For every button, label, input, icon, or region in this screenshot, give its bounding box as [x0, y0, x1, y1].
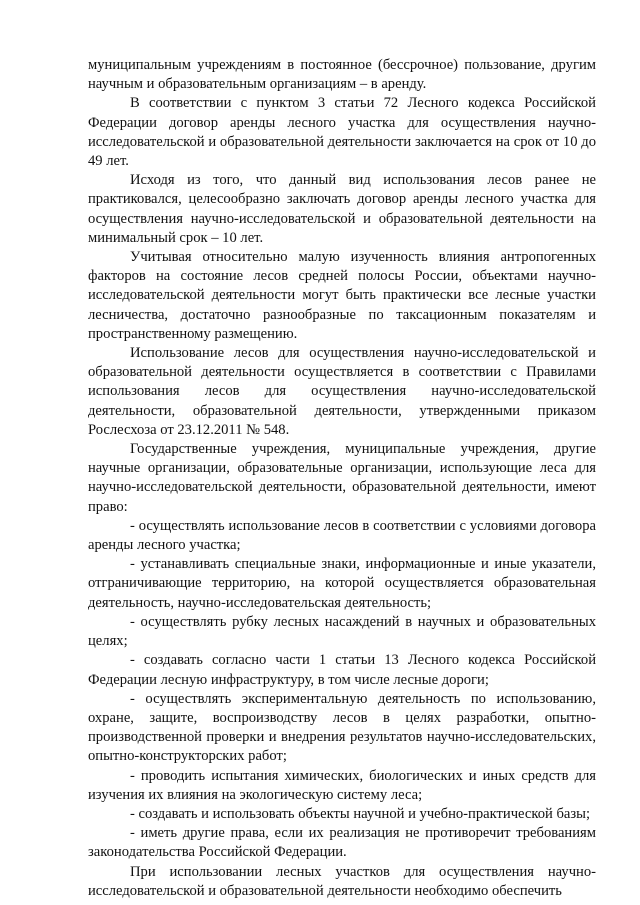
paragraph-intro-continuation: муниципальным учреждениям в постоянное (бессрочное) пользование, другим научным и образовательным организациям – в аренду.	[88, 57, 596, 93]
list-item: - проводить испытания химических, биологических и иных средств для изучения их влияния на экологическую систему леса;	[88, 767, 596, 803]
paragraph-rules-reference: Использование лесов для осуществления научно-исследовательской и образовательной деятельности осуществляется в соответствии с Правилами использования лесов для осуществления научно-исследовательской деятельности, образовательной деятельности, утвержденными приказом Рослесхоза от 23.12.2011 № 548.	[88, 345, 596, 438]
list-item: - осуществлять использование лесов в соответствии с условиями договора аренды лесного участка;	[88, 517, 596, 554]
paragraph-lease-term: В соответствии с пунктом 3 статьи 72 Лесного кодекса Российской Федерации договор аренды лесного участка для осуществления научно-исследовательской и образовательной деятельности заключается на срок от 10 до 49 лет.	[88, 95, 596, 170]
paragraph-research-objects: Учитывая относительно малую изученность влияния антропогенных факторов на состояние лесов средней полосы России, объектами научно-исследовательской деятельности могут быть практически все лесные участки лесничества, достаточно разнообразные по таксационным показателям и пространственному размещению.	[88, 249, 596, 342]
list-item: - иметь другие права, если их реализация не противоречит требованиям законодательства Российской Федерации.	[88, 825, 596, 861]
list-item: - создавать и использовать объекты научной и учебно-практической базы;	[130, 805, 591, 822]
document-body	[88, 56, 596, 901]
paragraph-rights-intro: Государственные учреждения, муниципальные учреждения, другие научные организации, образовательные организации, использующие леса для научно-исследовательской деятельности, образовательной деятельности, имеют право:	[88, 441, 596, 515]
paragraph-obligations: При использовании лесных участков для осуществления научно-исследовательской и образовательной деятельности необходимо обеспечить	[88, 863, 596, 899]
list-item: - осуществлять экспериментальную деятельность по использованию, охране, защите, воспроизводству лесов в целях разработки, опытно-производственной проверки и внедрения результатов научно-исследовательских, опытно-конструкторских работ;	[88, 690, 596, 765]
paragraph-minimum-term: Исходя из того, что данный вид использования лесов ранее не практиковался, целесообразно заключать договор аренды лесного участка для осуществления научно-исследовательской и образовательной деятельности на минимальный срок – 10 лет.	[88, 172, 596, 246]
list-item: - создавать согласно части 1 статьи 13 Лесного кодекса Российской Федерации лесную инфраструктуру, в том числе лесные дороги;	[88, 652, 596, 688]
list-item: - осуществлять рубку лесных насаждений в научных и образовательных целях;	[88, 613, 596, 650]
list-item: - устанавливать специальные знаки, информационные и иные указатели, отграничивающие территорию, на которой осуществляется образовательная деятельность, научно-исследовательская деятельность;	[88, 556, 596, 611]
